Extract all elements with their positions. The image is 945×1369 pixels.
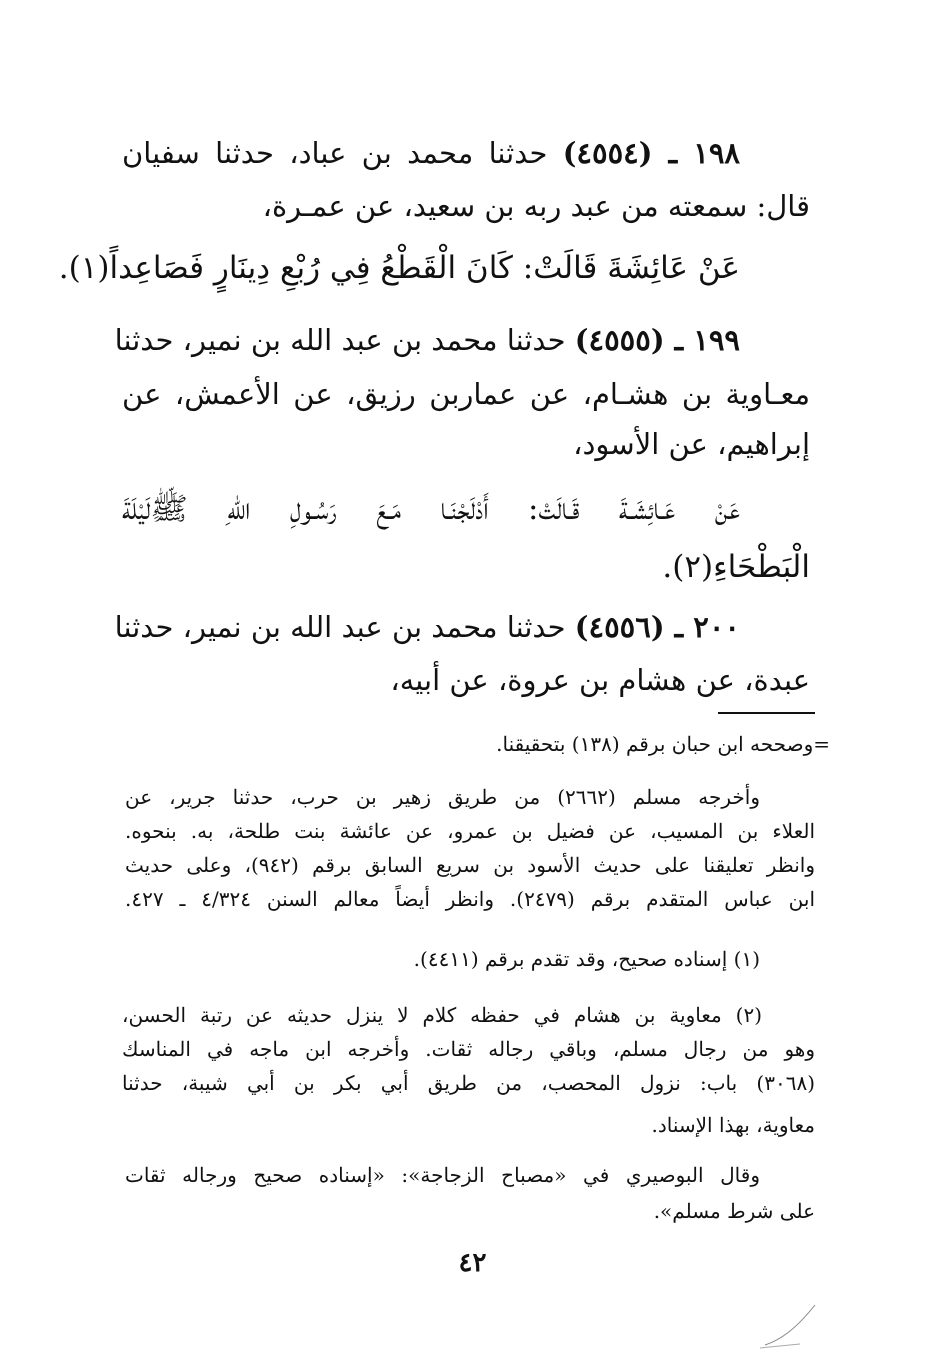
hadith-198-isnad-line-1 bbox=[122, 131, 740, 175]
hadith-198-isnad-line-2: قال: سمعته من عبد ربه بن سعيد، عن عمـرة، bbox=[262, 189, 810, 223]
hadith-199-isnad-text: حدثنا محمد بن عبد الله بن نمير، حدثنا bbox=[114, 323, 566, 357]
footnote-2-line-2: وهو من رجال مسلم، وباقي رجاله ثقات. وأخرجه ابن ماجه في المناسك bbox=[122, 1037, 816, 1061]
footnote-1: (١) إسناده صحيح، وقد تقدم برقم (٤٤١١). bbox=[413, 947, 760, 971]
footnote-p1-line-2: العلاء بن المسيب، عن فضيل بن عمرو، عن عائشة بنت طلحة، به. بنحوه. bbox=[125, 819, 815, 843]
hadith-198-isnad-text: حدثنا محمد بن عباد، حدثنا سفيان bbox=[122, 136, 548, 170]
footnote-2-line-4: معاوية، بهذا الإسناد. bbox=[651, 1113, 815, 1137]
hadith-199-number: ١٩٩ ـ (٤٥٥٥) bbox=[574, 323, 740, 357]
footnote-2-line-3: (٣٠٦٨) باب: نزول المحصب، من طريق أبي بكر بن أبي شيبة، حدثنا bbox=[122, 1071, 815, 1095]
hadith-199-isnad-line-3: إبراهيم، عن الأسود، bbox=[573, 427, 810, 461]
busiri-quote-line-1: وقال البوصيري في «مصباح الزجاجة»: «إسناده صحيح ورجاله ثقات bbox=[125, 1163, 760, 1187]
hadith-200-isnad-line-1 bbox=[114, 605, 740, 649]
hadith-198-matn: عَنْ عَائِشَةَ قَالَتْ: كَانَ الْقَطْعُ فِي رُبْعِ دِينَارٍ فَصَاعِداً(١). bbox=[58, 250, 740, 286]
hadith-199-matn-line-1: عَنْ عَـائِشَـةَ قَـالَتْ: أَدْلَجْنَـا مَـعَ رَسُـولِ اللهِ ﷺلَيْلَةَ bbox=[122, 491, 740, 527]
hadith-199-matn-line-2: الْبَطْحَاءِ(٢). bbox=[662, 549, 810, 585]
footnote-p1-line-3: وانظر تعليقنا على حديث الأسود بن سريع السابق برقم (٩٤٢)، وعلى حديث bbox=[125, 853, 815, 877]
footnote-p1-line-1: وأخرجه مسلم (٢٦٦٢) من طريق زهير بن حرب، حدثنا جرير، عن bbox=[125, 785, 761, 809]
hadith-199-isnad-line-2: معـاوية بن هشـام، عن عماربن رزيق، عن الأعمش، عن bbox=[122, 377, 810, 411]
hadith-200-number: ٢٠٠ ـ (٤٥٥٦) bbox=[574, 610, 740, 644]
footnote-continuation: =وصححه ابن حبان برقم (١٣٨) بتحقيقنا. bbox=[496, 732, 830, 756]
page-number: ٤٢ bbox=[458, 1248, 487, 1278]
busiri-quote-line-2: على شرط مسلم». bbox=[653, 1199, 815, 1223]
hadith-200-isnad-line-2: عبدة، عن هشام بن عروة، عن أبيه، bbox=[390, 663, 810, 697]
footnote-separator bbox=[718, 712, 815, 714]
hadith-200-isnad-text: حدثنا محمد بن عبد الله بن نمير، حدثنا bbox=[114, 610, 566, 644]
hadith-198-number: ١٩٨ ـ (٤٥٥٤) bbox=[562, 136, 740, 170]
pencil-mark-icon bbox=[760, 1300, 820, 1350]
footnote-p1-line-4: ابن عباس المتقدم برقم (٢٤٧٩). وانظر أيضاً معالم السنن ٤/٣٢٤ ـ ٤٢٧. bbox=[125, 887, 815, 911]
footnote-2-line-1: (٢) معاوية بن هشام في حفظه كلام لا ينزل حديثه عن رتبة الحسن، bbox=[122, 1003, 762, 1027]
hadith-199-isnad-line-1 bbox=[114, 318, 740, 362]
